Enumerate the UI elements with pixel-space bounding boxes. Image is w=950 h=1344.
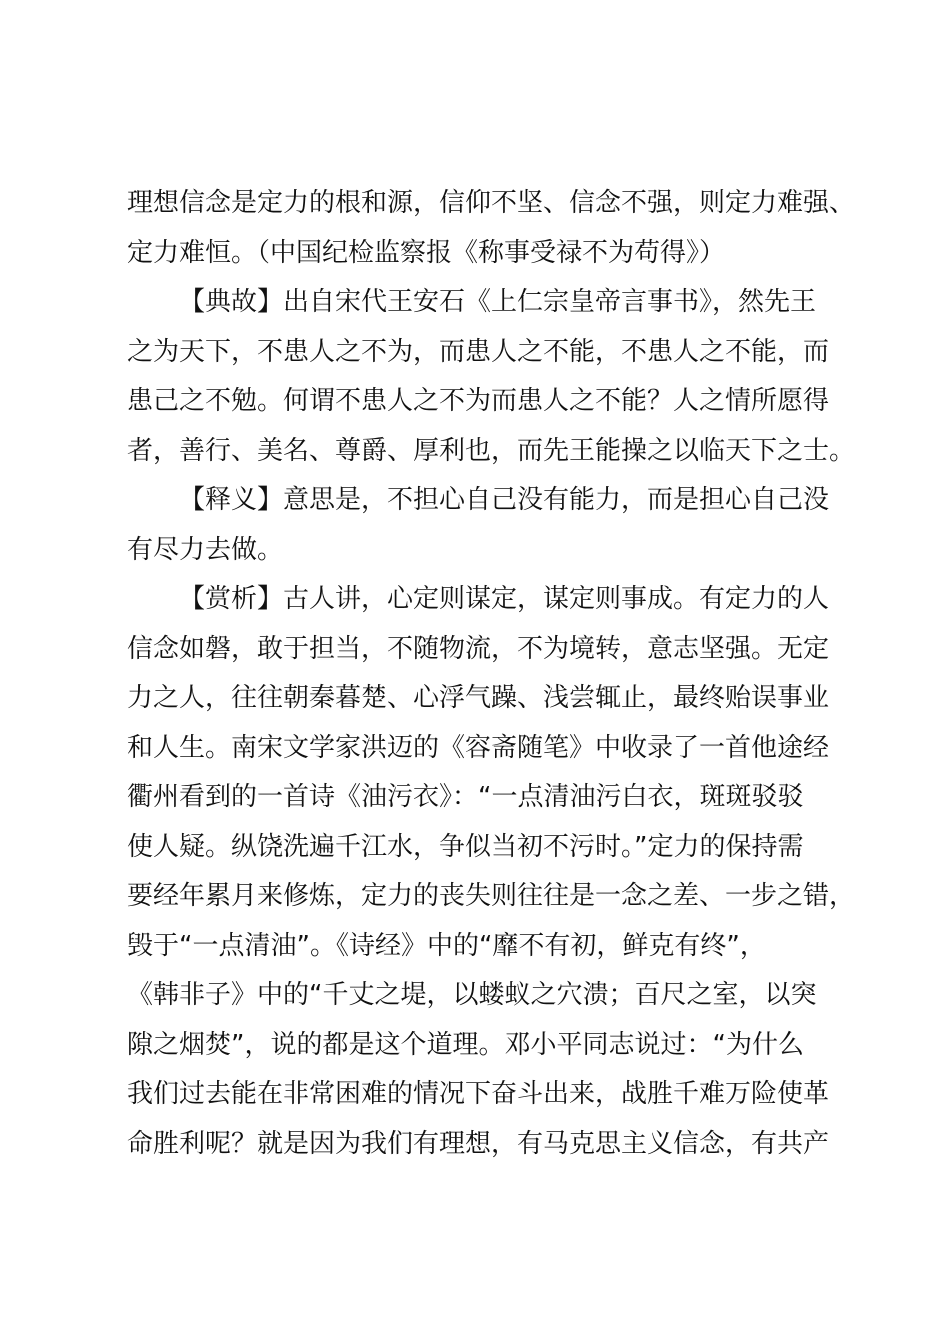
text-line: 《韩非子》中的“千丈之堤，以蝼蚁之穴溃；百尺之室，以突 <box>127 980 817 1010</box>
text-line: 命胜利呢？就是因为我们有理想，有马克思主义信念，有共产 <box>127 1128 830 1159</box>
text-line: 我们过去能在非常困难的情况下奋斗出来，战胜千难万险使革 <box>127 1079 830 1109</box>
text-line: 之为天下，不患人之不为，而患人之不能，不患人之不能，而 <box>127 336 830 367</box>
text-line: 要经年累月来修炼，定力的丧失则往往是一念之差、一步之错， <box>127 881 856 911</box>
paragraph-dianguo-heading-line: 【典故】出自宋代王安石《上仁宗皇帝言事书》，然先王 <box>179 287 817 317</box>
body-text <box>127 179 857 1169</box>
text-line: 患己之不勉。何谓不患人之不为而患人之不能？人之情所愿得 <box>127 386 830 416</box>
text-line: 有尽力去做。 <box>127 534 284 565</box>
text-line: 使人疑。纵饶洗遍千江水，争似当初不污时。”定力的保持需 <box>127 831 804 862</box>
paragraph-shiyi-heading-line: 【释义】意思是，不担心自己没有能力，而是担心自己没 <box>179 485 830 515</box>
text-line: 和人生。南宋文学家洪迈的《容斋随笔》中收录了一首他途经 <box>127 732 830 763</box>
text-line: 理想信念是定力的根和源，信仰不坚、信念不强，则定力难强、 <box>127 188 856 218</box>
text-line: 衢州看到的一首诗《油污衣》：“一点清油污白衣，斑斑驳驳 <box>127 782 804 812</box>
text-line: 者，善行、美名、尊爵、厚利也，而先王能操之以临天下之士。 <box>127 435 856 466</box>
text-line: 信念如磐，敢于担当，不随物流，不为境转，意志坚强。无定 <box>127 633 830 664</box>
text-line: 力之人，往往朝秦暮楚、心浮气躁、浅尝辄止，最终贻误事业 <box>127 683 830 713</box>
text-line: 隙之烟焚”，说的都是这个道理。邓小平同志说过：“为什么 <box>127 1029 804 1060</box>
text-line: 毁于“一点清油”。《诗经》中的“靡不有初，鲜克有终”， <box>127 930 766 961</box>
paragraph-shangxi-heading-line: 【赏析】古人讲，心定则谋定，谋定则事成。有定力的人 <box>179 584 830 614</box>
text-line: 定力难恒。（中国纪检监察报《称事受禄不为苟得》） <box>127 237 726 268</box>
